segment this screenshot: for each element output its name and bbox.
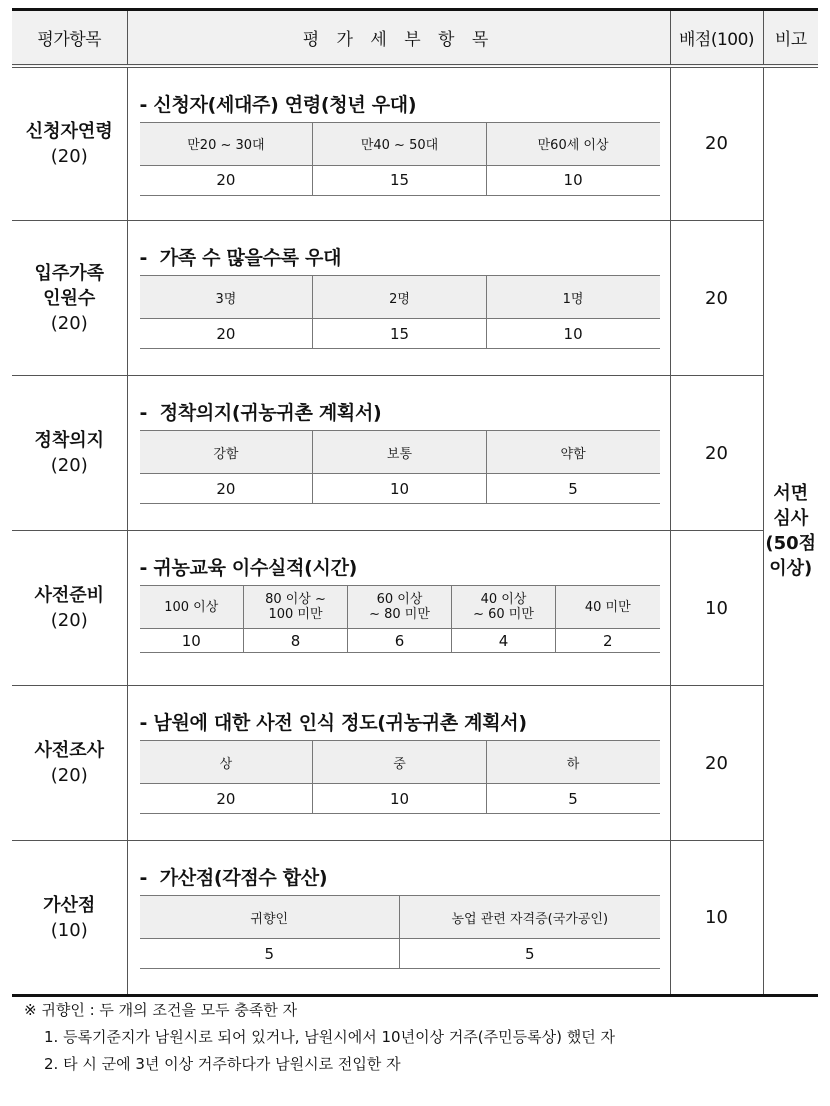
item-name: 사전조사 [34, 740, 105, 761]
item-points: (20) [50, 610, 88, 631]
sub-header: 만60세 이상 [486, 122, 659, 165]
detail-title: - 남원에 대한 사전 인식 정도(귀농귀촌 계획서) [139, 712, 527, 734]
sub-value: 10 [486, 319, 659, 349]
sub-value: 2 [556, 629, 660, 653]
sub-value: 20 [140, 474, 313, 504]
sub-header-row [140, 586, 660, 629]
sub-header: 귀향인 [140, 896, 400, 939]
header-remark: 비고 [763, 10, 818, 66]
item-points: (20) [50, 312, 88, 334]
sub-table [140, 430, 660, 504]
score-cell: 20 [670, 686, 763, 841]
remark-line: 서면 [773, 482, 809, 504]
item-name-cell [12, 66, 127, 221]
sub-value: 10 [140, 629, 244, 653]
sub-table [140, 740, 660, 814]
sub-value: 10 [486, 165, 659, 195]
detail-cell [127, 686, 670, 841]
note-item-2: 2. 타 시 군에 3년 이상 거주하다가 남원시로 전입한 자 [44, 1055, 401, 1073]
footnotes [24, 997, 615, 1078]
sub-header [556, 586, 660, 629]
sub-value: 20 [140, 784, 313, 814]
table-row-settlement-will [12, 376, 818, 531]
item-points: (10) [50, 919, 88, 941]
table-header-row [12, 10, 818, 66]
detail-cell [127, 221, 670, 376]
sub-header-row [140, 276, 660, 319]
sub-value: 10 [313, 474, 486, 504]
score-cell: 10 [670, 841, 763, 996]
sub-header: 3명 [140, 276, 313, 319]
sub-value: 5 [400, 939, 660, 969]
sub-table [140, 895, 660, 969]
score-cell: 20 [670, 221, 763, 376]
sub-header: 보통 [313, 431, 486, 474]
remark-cell [763, 66, 818, 996]
header-item: 평가항목 [12, 10, 127, 66]
item-name-cell [12, 376, 127, 531]
sub-header-row [140, 741, 660, 784]
sub-header-line: 40 이상 [480, 592, 527, 607]
sub-value: 20 [140, 319, 313, 349]
detail-cell [127, 531, 670, 686]
item-name: 정착의지 [34, 430, 105, 451]
sub-value: 15 [313, 165, 486, 195]
sub-table [140, 275, 660, 349]
item-name-line2: 인원수 [43, 287, 96, 309]
item-points: (20) [50, 455, 88, 476]
sub-header [244, 586, 348, 629]
sub-header-row [140, 896, 660, 939]
item-name: 가산점 [43, 894, 96, 916]
header-score: 배점(100) [670, 10, 763, 66]
sub-header-line: 100 미만 [268, 607, 323, 622]
item-points: (20) [50, 765, 88, 786]
sub-header-line: 100 이상 [164, 599, 219, 615]
table-row-family-size [12, 221, 818, 376]
sub-header [348, 586, 452, 629]
sub-value-row [140, 784, 660, 814]
sub-value: 5 [140, 939, 400, 969]
score-cell: 10 [670, 531, 763, 686]
sub-value: 5 [486, 784, 659, 814]
table-row-prior-research [12, 686, 818, 841]
sub-header: 약함 [486, 431, 659, 474]
sub-header [452, 586, 556, 629]
sub-value-row [140, 319, 660, 349]
evaluation-criteria-table [12, 8, 818, 997]
sub-value-row [140, 474, 660, 504]
item-name: 사전준비 [34, 585, 105, 606]
detail-title: - 귀농교육 이수실적(시간) [139, 557, 358, 579]
sub-header-line: 60 이상 [376, 592, 423, 607]
detail-title: - 정착의지(귀농귀촌 계획서) [139, 402, 382, 424]
sub-value: 20 [140, 165, 313, 195]
detail-cell [127, 841, 670, 996]
header-detail: 평 가 세 부 항 목 [127, 10, 670, 66]
table-row-applicant-age [12, 66, 818, 221]
sub-header: 만20 ~ 30대 [140, 122, 313, 165]
remark-line: 이상) [769, 557, 813, 579]
item-name-line1: 입주가족 [34, 262, 105, 284]
sub-header: 상 [140, 741, 313, 784]
sub-value-row [140, 939, 660, 969]
table-row-preparation [12, 531, 818, 686]
sub-table [140, 585, 660, 653]
sub-header-line: 40 미만 [584, 599, 631, 615]
item-name-cell [12, 841, 127, 996]
sub-header-row [140, 431, 660, 474]
sub-value: 8 [244, 629, 348, 653]
item-name-cell [12, 686, 127, 841]
sub-header: 만40 ~ 50대 [313, 122, 486, 165]
remark-line: 심사 [773, 507, 809, 529]
sub-header: 하 [486, 741, 659, 784]
remark-line: (50점 [765, 532, 817, 554]
sub-header-row [140, 122, 660, 165]
table-row-bonus-points [12, 841, 818, 996]
detail-title: - 신청자(세대주) 연령(청년 우대) [139, 93, 417, 116]
sub-header: 강함 [140, 431, 313, 474]
sub-table [140, 122, 660, 196]
sub-header-line: ~ 60 미만 [473, 607, 534, 622]
item-name-cell [12, 531, 127, 686]
score-cell: 20 [670, 376, 763, 531]
sub-value-row [140, 165, 660, 195]
sub-header: 2명 [313, 276, 486, 319]
note-item-1: 1. 등록기준지가 남원시로 되어 있거나, 남원시에서 10년이상 거주(주민등록상) 했던 자 [44, 1028, 615, 1046]
detail-cell [127, 66, 670, 221]
item-name-cell [12, 221, 127, 376]
sub-header-line: ~ 80 미만 [369, 607, 430, 622]
score-cell: 20 [670, 66, 763, 221]
sub-value-row [140, 629, 660, 653]
detail-cell [127, 376, 670, 531]
detail-title: - 가산점(각점수 합산) [139, 867, 328, 889]
sub-header: 농업 관련 자격증(국가공인) [400, 896, 660, 939]
sub-header: 1명 [486, 276, 659, 319]
sub-header [140, 586, 244, 629]
item-name: 신청자연령 [25, 120, 113, 142]
sub-value: 4 [452, 629, 556, 653]
item-points: (20) [50, 145, 88, 167]
sub-value: 5 [486, 474, 659, 504]
sub-header-line: 80 이상 ~ [265, 592, 326, 607]
note-main: ※ 귀향인 : 두 개의 조건을 모두 충족한 자 [24, 1001, 298, 1019]
detail-title: - 가족 수 많을수록 우대 [139, 247, 342, 269]
sub-value: 6 [348, 629, 452, 653]
sub-value: 10 [313, 784, 486, 814]
sub-value: 15 [313, 319, 486, 349]
sub-header: 중 [313, 741, 486, 784]
